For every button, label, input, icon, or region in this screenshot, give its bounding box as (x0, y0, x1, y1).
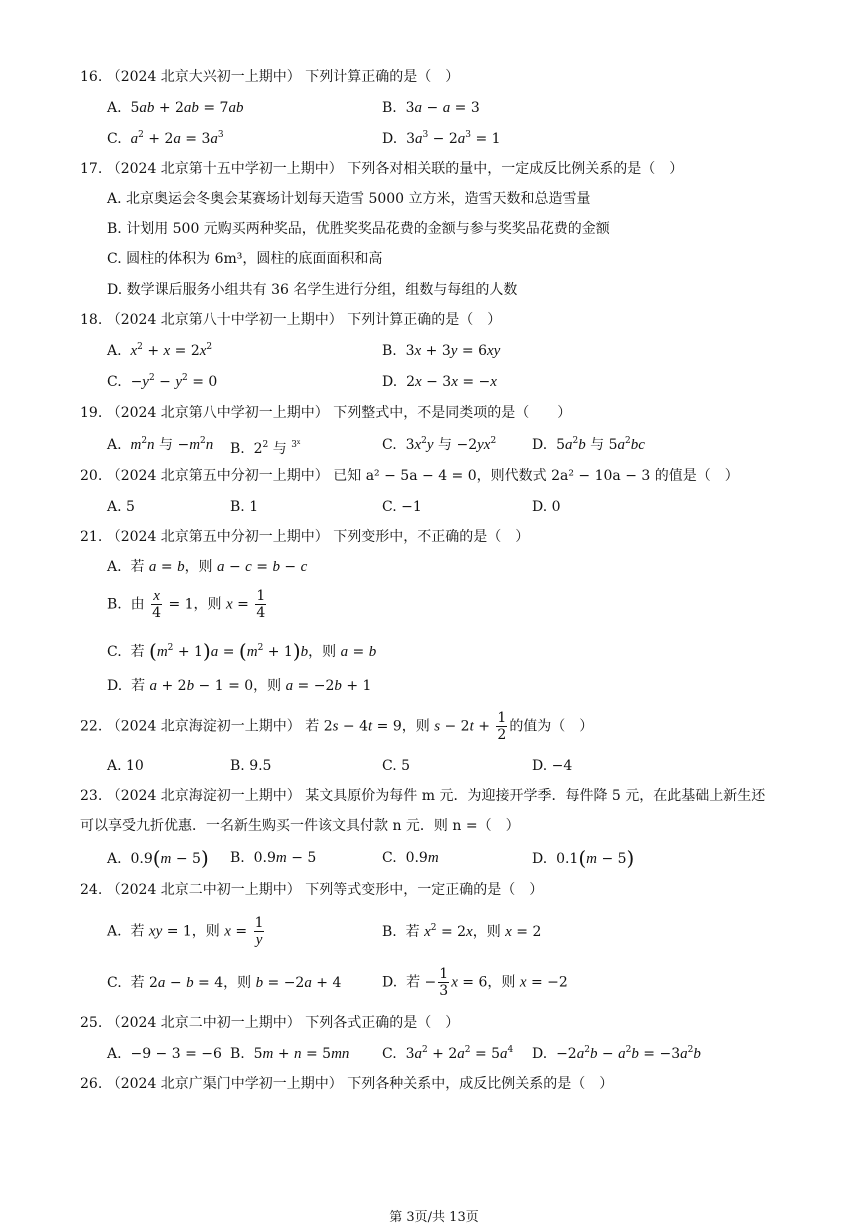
q20-choice-a: A. 5 (107, 499, 135, 515)
q24-choice-a: A. 若 xy = 1，则 x = $\frac{1}{y}$ (107, 915, 264, 948)
q18-choice-b: B. 3x + 3y = 6xy (382, 343, 501, 359)
q17-choice-b: B. 计划用 500 元购买两种奖品，优胜奖奖品花费的金额与参与奖奖品花费的金额 (107, 221, 610, 237)
q20-choice-b: B. 1 (230, 499, 259, 515)
question-24: 24. （2024 北京二中初一上期中） 下列等式变形中，一定正确的是（ ） (80, 882, 544, 898)
question-23: 23. （2024 北京海淀初一上期中） 某文具原价为每件 m 元．为迎接开学季．每件降 5 元，在此基础上新生还 (80, 788, 766, 804)
q22-choice-c: C. 5 (382, 758, 411, 774)
q21-choice-b: B. 由 $\frac{x}{4}$ = 1，则 x = $\frac{1}{4}$ (107, 588, 266, 621)
q16-choice-a: A. 5ab + 2ab = 7ab (107, 100, 244, 116)
q25-choice-a: A. −9 − 3 = −6 (107, 1046, 222, 1062)
q22-choice-a: A. 10 (107, 758, 144, 774)
q24-choice-b: B. 若 $x^2 = 2x$，则 x = 2 (382, 923, 542, 940)
q19-choice-a: A. $m^2n$ 与 $-m^2n$ (107, 436, 214, 453)
q21-choice-c: C. 若 $(m^2 + 1)a = (m^2 + 1)b$，则 a = b (107, 639, 377, 663)
q18-choice-c: C. $-y^2 - y^2 = 0$ (107, 373, 218, 390)
q17-choice-c: C. 圆柱的体积为 6m³，圆柱的底面面积和高 (107, 251, 383, 267)
q25-choice-b: B. 5m + n = 5mn (230, 1046, 350, 1062)
q19-choice-c: C. $3x^2y$ 与 $-2yx^2$ (382, 436, 497, 453)
q23-choice-b: B. 0.9m − 5 (230, 850, 317, 866)
question-19: 19. （2024 北京第八中学初一上期中） 下列整式中，不是同类项的是（ ） (80, 405, 572, 421)
question-17: 17. （2024 北京第十五中学初一上期中） 下列各对相关联的量中，一定成反比例关系的是（ ） (80, 161, 684, 177)
q19-choice-d: D. $5a^2b$ 与 $5a^2bc$ (532, 436, 645, 453)
q20-choice-c: C. −1 (382, 499, 422, 515)
question-18: 18. （2024 北京第八十中学初一上期中） 下列计算正确的是（ ） (80, 312, 502, 328)
q20-choice-d: D. 0 (532, 499, 561, 515)
q16-choice-d: D. $3a^3 - 2a^3 = 1$ (382, 130, 501, 147)
q25-choice-c: C. $3a^2 + 2a^2 = 5a^4$ (382, 1045, 514, 1062)
q23-choice-c: C. 0.9m (382, 850, 439, 866)
question-26: 26. （2024 北京广渠门中学初一上期中） 下列各种关系中，成反比例关系的是（ ） (80, 1076, 614, 1092)
q18-choice-a: A. $x^2 + x = 2x^2$ (107, 342, 213, 359)
q16-choice-c: C. $a^2 + 2a = 3a^3$ (107, 130, 224, 147)
q24-choice-d: D. 若 − $\frac{1}{3}$ x = 6，则 x = −2 (382, 966, 568, 999)
q21-choice-d: D. 若 a + 2b − 1 = 0，则 a = −2b + 1 (107, 678, 372, 694)
q17-choice-a: A. 北京奥运会冬奥会某赛场计划每天造雪 5000 立方米，造雪天数和总造雪量 (107, 191, 591, 207)
q19-choice-b: B. $2^2$ 与 $^{3^x}$ (230, 439, 301, 457)
q22-choice-b: B. 9.5 (230, 758, 272, 774)
question-16: 16. （2024 北京大兴初一上期中） 下列计算正确的是（ ） (80, 69, 460, 85)
q24-choice-c: C. 若 2a − b = 4，则 b = −2a + 4 (107, 975, 342, 991)
question-21: 21. （2024 北京第五中分初一上期中） 下列变形中，不正确的是（ ） (80, 529, 530, 545)
q21-choice-a: A. 若 a = b，则 a − c = b − c (107, 559, 308, 575)
page-footer: 第 3页/共 13页 (389, 1210, 479, 1225)
q25-choice-d: D. $-2a^2b - a^2b = -3a^2b$ (532, 1045, 701, 1062)
q23-choice-a: A. 0.9(m − 5) (107, 846, 209, 870)
q16-choice-b: B. 3a − a = 3 (382, 100, 480, 116)
q17-choice-d: D. 数学课后服务小组共有 36 名学生进行分组，组数与每组的人数 (107, 282, 518, 298)
question-25: 25. （2024 北京二中初一上期中） 下列各式正确的是（ ） (80, 1015, 460, 1031)
question-23-continued: 可以享受九折优惠．一名新生购买一件该文具付款 n 元．则 n =（ ） (80, 818, 520, 834)
question-20: 20. （2024 北京第五中分初一上期中） 已知 a² − 5a − 4 = 0，则代数式 2a² − 10a − 3 的值是（ ） (80, 468, 739, 484)
question-22: 22. （2024 北京海淀初一上期中） 若 2s − 4t = 9，则 s − 2t + $\frac{1}{2}$ 的值为（ ） (80, 710, 594, 743)
q22-choice-d: D. −4 (532, 758, 573, 774)
q18-choice-d: D. 2x − 3x = −x (382, 374, 497, 390)
q23-choice-d: D. 0.1(m − 5) (532, 846, 635, 870)
